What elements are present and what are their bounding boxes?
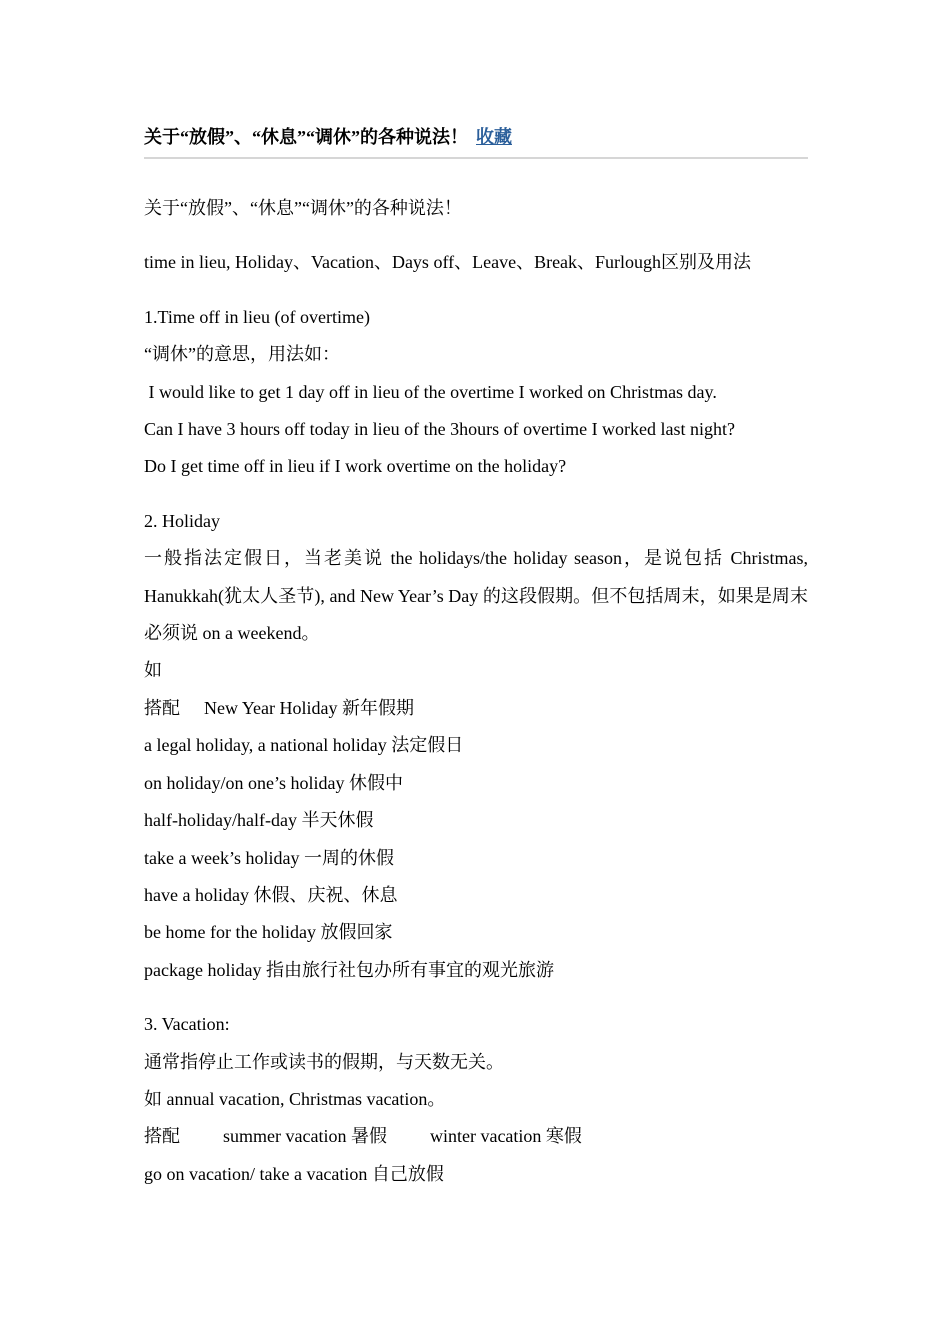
section2-phrase: on holiday/on one’s holiday 休假中	[144, 772, 403, 793]
section1-meaning: “调休”的意思，用法如：	[144, 344, 340, 365]
spacer	[144, 989, 808, 1006]
section2-phrase: a legal holiday, a national holiday 法定假日	[144, 735, 464, 756]
collocation-item: summer vacation 暑假	[223, 1126, 387, 1147]
section3-description: 通常指停止工作或读书的假期，与天数无关。	[144, 1051, 504, 1072]
collocation-item: winter vacation 寒假	[429, 1126, 582, 1147]
intro-title: 关于“放假”、“休息”“调休”的各种说法！	[144, 198, 462, 218]
section2-heading: 2. Holiday	[144, 510, 220, 531]
collocation-label: 搭配	[144, 697, 180, 718]
section2-description: 一般指法定假日，当老美说 the holidays/the holiday season，是说包括 Christmas, Hanukkah(犹太人圣节), and New Year’s Day 的这段假期。但不包括周末，如果是周末必须说 on a weekend。	[144, 548, 808, 644]
collocation-item: New Year Holiday 新年假期	[204, 697, 414, 718]
article-title: 关于“放假”、“休息”“调休”的各种说法！	[144, 127, 468, 147]
spacer	[144, 282, 808, 299]
collocation-label: 搭配	[144, 1126, 180, 1147]
section1-example: Can I have 3 hours off today in lieu of the 3hours of overtime I worked last night?	[144, 419, 736, 440]
section2-phrase: have a holiday 休假、庆祝、休息	[144, 884, 398, 905]
section1-example: I would like to get 1 day off in lieu of the overtime I worked on Christmas day.	[144, 381, 717, 402]
section1-heading: 1.Time off in lieu (of overtime)	[144, 306, 370, 327]
section3-collocation	[144, 1118, 808, 1155]
article-body	[144, 190, 808, 1193]
favorite-link[interactable]: 收藏	[476, 127, 512, 147]
section2-phrase: take a week’s holiday 一周的休假	[144, 847, 394, 868]
spacer	[144, 227, 808, 244]
section1-example: Do I get time off in lieu if I work overtime on the holiday?	[144, 456, 567, 477]
section2-phrase: half-holiday/half-day 半天休假	[144, 810, 374, 831]
intro-subtitle: time in lieu, Holiday、Vacation、Days off、Leave、Break、Furlough区别及用法	[144, 252, 752, 273]
spacer	[144, 486, 808, 503]
section2-collocation	[144, 690, 808, 727]
section3-heading: 3. Vacation:	[144, 1014, 230, 1035]
section2-example-label: 如	[144, 660, 162, 681]
section3-examples: 如 annual vacation, Christmas vacation。	[144, 1088, 446, 1109]
title-divider	[144, 157, 808, 159]
section2-phrase: be home for the holiday 放假回家	[144, 922, 393, 943]
section2-phrase: package holiday 指由旅行社包办所有事宜的观光旅游	[144, 959, 554, 980]
article-title-row	[144, 124, 808, 150]
section3-last-line: go on vacation/ take a vacation 自己放假	[144, 1163, 444, 1184]
